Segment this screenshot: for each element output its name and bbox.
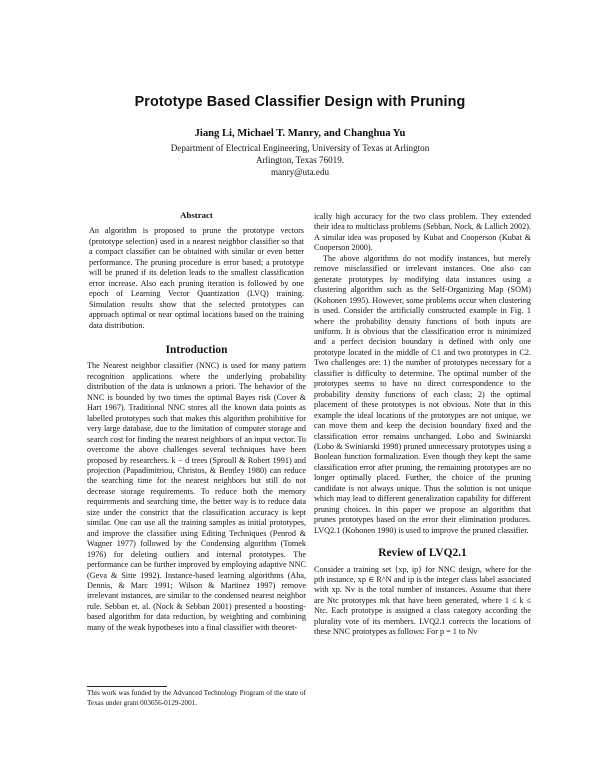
affiliation: Department of Electrical Engineering, University of Texas at Arlington xyxy=(170,143,430,153)
left-column xyxy=(87,210,306,633)
funding-footnote: This work was funded by the Advanced Technology Program of the state of Texas under grant 003656-0129-2001. xyxy=(87,689,306,707)
affiliation-block xyxy=(0,142,600,178)
review-paragraph: Consider a training set {xp, ip} for NNC design, where for the pth instance, xp ∈ R^N and ip is the integer class label associated with xp. Nv is the total number of instances. Assume that there are Ntc prototypes mk that have been generated, where 1 ≤ k ≤ Ntc. Each prototype is assigned a class category according the plurality vote of its members. LVQ2.1 corrects the locations of these NNC prototypes as follows: For p = 1 to Nv xyxy=(314,564,531,637)
paper-title: Prototype Based Classifier Design with Pruning xyxy=(134,94,466,110)
introduction-paragraph-3: The above algorithms do not modify instances, but merely remove misclassified or irrelevant instances. One also can generate prototypes by modifying data instances using a clustering algorithm such as the Self-Organizing Map (SOM) (Kohonen 1995). However, some problems occur when clustering is used. Consider the artificially constructed example in Fig. 1 where the probability density functions of both inputs are uniform. It is obvious that the classification error is minimized and a perfect decision boundary is defined with only one prototype located in the middle of C1 and two prototypes in C2. Two challenges are: 1) the number of prototypes necessary for a classifier is difficulty to determine. The optimal number of the prototypes seems to have no direct correspondence to the probability density functions of each class; 2) the optimal placement of these prototypes is not obvious. Note that in this example the ideal locations of the prototypes are not unique, we can move them and keep the decision boundary fixed and the classification error remains unchanged. Lobo and Swiniarski (Lobo & Swiniarski 1998) pruned unnecessary prototypes using a Boolean function formalization. Even though they kept the same classification error after pruning, the remaining prototypes are no longer optimally placed. Further, the choice of the pruning candidate is not always unique. Thus the solution is not unique which may lead to different generalization capability for different pruning choices. In this paper we propose an algorithm that prunes prototypes based on the error their elimination produces. LVQ2.1 (Kohonen 1990) is used to improve the pruned classifier. xyxy=(314,253,531,535)
abstract-text: An algorithm is proposed to prune the prototype vectors (prototype selection) used in a nearest neighbor classifier so that a compact classifier can be obtained with similar or even better performance. The pruning procedure is error based; a prototype will be pruned if its deletion leads to the smallest classification error increase. Also each pruning iteration is followed by one epoch of Learning Vector Quantization (LVQ) training. Simulation results show that the selected prototypes can approach optimal or near optimal locations based on the training data distribution. xyxy=(89,226,304,330)
abstract-heading: Abstract xyxy=(180,210,213,220)
city: Arlington, Texas 76019. xyxy=(255,155,345,165)
paper-authors: Jiang Li, Michael T. Manry, and Changhua Yu xyxy=(194,128,406,139)
email: manry@uta.edu xyxy=(270,167,330,177)
right-column xyxy=(314,212,531,638)
review-heading: Review of LVQ2.1 xyxy=(378,547,467,560)
introduction-heading: Introduction xyxy=(165,343,228,356)
footnote-rule xyxy=(87,686,167,687)
introduction-paragraph-2: ically high accuracy for the two class problem. They extended their idea to multiclass problems (Sebban, Nock, & Lallich 2002). A similar idea was proposed by Kubat and Cooperson (Kubat & Cooperson 2000). xyxy=(314,212,531,253)
introduction-paragraph-1: The Nearest neighbor classifier (NNC) is used for many pattern recognition applications where the underlying probability distribution of the data is unknown a priori. The behavior of the NNC is bounded by two times the optimal Bayes risk (Cover & Hart 1967). Traditional NNC stores all the known data points as labelled prototypes such that makes this algorithm prohibitive for very large database, due to the limitation of computer storage and search cost for finding the nearest neighbors of an input vector. To overcome the above challenges several techniques have been proposed by researchers. k − d trees (Sproull & Robert 1991) and projection (Papadimitriou, Christos, & Bentley 1980) can reduce the searching time for the nearest neighbors but still do not decrease storage requirements. To reduce both the memory requirements and searching time, the better way is to reduce data size under the constrict that the classification accuracy is kept similar. One can use all the training samples as initial prototypes, and improve the classifier using Editing Techniques (Penrod & Wagner 1977) followed by the Condensing algorithm (Tomek 1976) for deleting outliers and internal prototypes. The performance can be further improved by employing adaptive NNC (Geva & Sitte 1992). Instance-based learning algorithms (Aha, Dennis, & Marc 1991; Wilson & Martinez 1997) remove irrelevant instances, are similar to the condensed nearest neighbor rule. Sebban et. al. (Nock & Sebban 2001) presented a boosting-based algorithm for data reduction, by weighting and combining many of the weak hypotheses into a final classifier with theoret- xyxy=(87,361,306,632)
